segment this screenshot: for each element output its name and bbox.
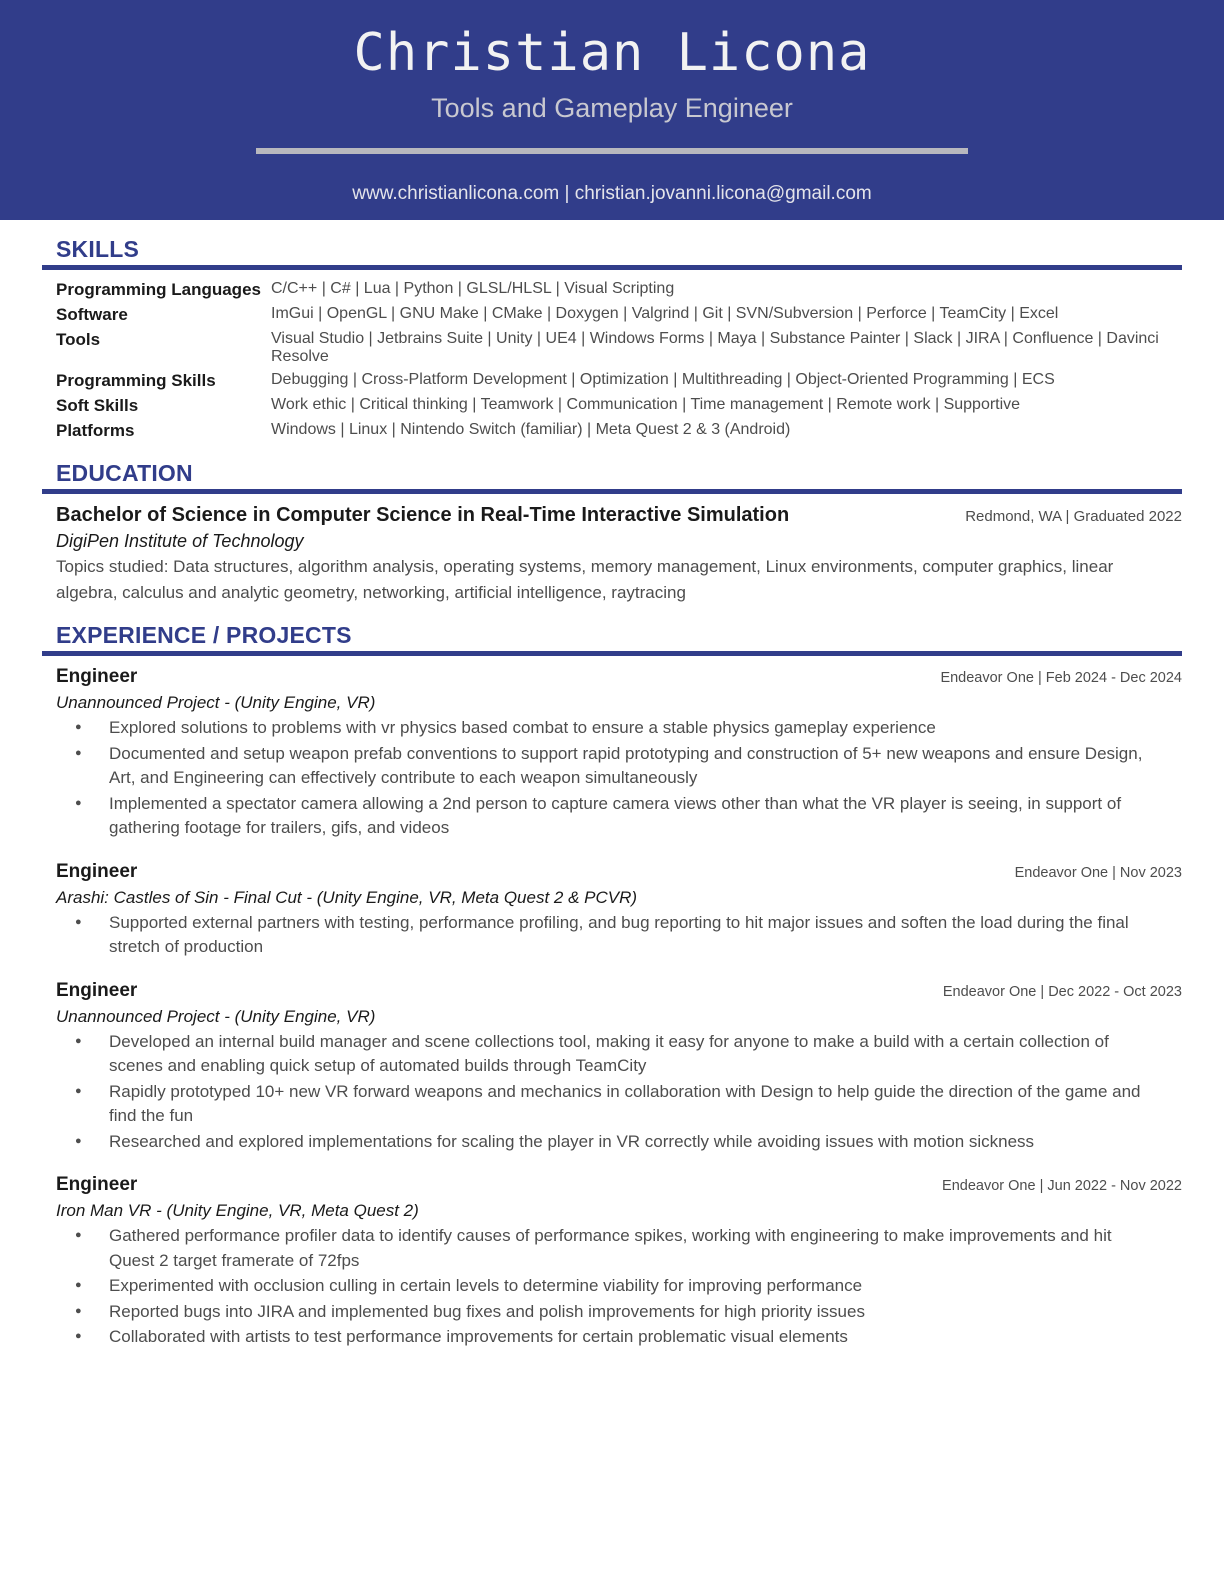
- experience-entry: [56, 1172, 1182, 1350]
- experience-bullets: [56, 1224, 1182, 1350]
- resume-header-banner: [0, 0, 1224, 220]
- skill-value: Work ethic | Critical thinking | Teamwork | Communication | Time management | Remote work | Supportive: [271, 396, 1021, 413]
- skill-label: Platforms: [56, 421, 135, 440]
- experience-header-row: [56, 1172, 1182, 1198]
- experience-role: Engineer: [56, 860, 138, 882]
- section-title-skills: SKILLS: [56, 236, 139, 262]
- table-row: [56, 369, 1196, 394]
- education-degree: Bachelor of Science in Computer Science in Real-Time Interactive Simulation: [56, 504, 790, 526]
- education-meta: Redmond, WA | Graduated 2022: [965, 508, 1182, 525]
- skill-value: ImGui | OpenGL | GNU Make | CMake | Doxygen | Valgrind | Git | SVN/Subversion | Perforce | TeamCity | Excel: [271, 305, 1059, 322]
- skills-table: [56, 278, 1196, 444]
- experience-bullets: [56, 716, 1182, 841]
- experience-role: Engineer: [56, 666, 138, 687]
- list-item: ● Supported external partners with testing, performance profiling, and bug reporting to hit major issues and soften the load during the final stretch of production: [56, 911, 1154, 960]
- list-item: ● Developed an internal build manager and scene collections tool, making it easy for anyone to make a build with a certain collection of scenes and enabling quick setup of automated builds through TeamCity: [56, 1030, 1154, 1079]
- education-topics: Topics studied: Data structures, algorithm analysis, operating systems, memory management, Linux environments, computer graphics, linear algebra, calculus and analytic geometry, networking, artificial intelligence, raytracing: [56, 557, 1114, 602]
- list-item: ● Implemented a spectator camera allowing a 2nd person to capture camera views other than what the VR player is seeing, in support of gathering footage for trailers, gifs, and videos: [56, 792, 1154, 841]
- education-school: DigiPen Institute of Technology: [56, 531, 304, 551]
- skill-value: Visual Studio | Jetbrains Suite | Unity | UE4 | Windows Forms | Maya | Substance Painter | Slack | JIRA | Confluence | Davinci Resolve: [271, 330, 1159, 365]
- section-rule-experience: [42, 651, 1182, 656]
- skill-label: Programming Languages: [56, 280, 261, 299]
- experience-meta: Endeavor One | Jun 2022 - Nov 2022: [942, 1178, 1182, 1194]
- experience-header-row: [56, 859, 1182, 885]
- experience-bullets: [56, 911, 1182, 960]
- section-experience: [42, 606, 1182, 1350]
- experience-role: Engineer: [56, 1174, 138, 1195]
- skill-value: Windows | Linux | Nintendo Switch (familiar) | Meta Quest 2 & 3 (Android): [271, 421, 791, 438]
- list-item: ● Reported bugs into JIRA and implemented bug fixes and polish improvements for high priority issues: [56, 1300, 1154, 1325]
- experience-entry: [56, 664, 1182, 841]
- education-entry: [56, 502, 1182, 606]
- section-skills: [42, 220, 1182, 444]
- experience-project: Unannounced Project - (Unity Engine, VR): [56, 693, 376, 712]
- list-item: ● Explored solutions to problems with vr physics based combat to ensure a stable physics gameplay experience: [56, 716, 1154, 741]
- skill-label: Software: [56, 305, 128, 324]
- experience-project: Iron Man VR - (Unity Engine, VR, Meta Quest 2): [56, 1201, 419, 1220]
- skill-label: Soft Skills: [56, 396, 139, 415]
- table-row: [56, 394, 1196, 419]
- contact-line[interactable]: www.christianlicona.com | christian.jovanni.licona@gmail.com: [352, 183, 872, 204]
- section-title-experience: EXPERIENCE / PROJECTS: [56, 622, 352, 648]
- list-item: ● Gathered performance profiler data to identify causes of performance spikes, working with engineering to make improvements and hit Quest 2 target framerate of 72fps: [56, 1224, 1154, 1273]
- list-item: ● Researched and explored implementations for scaling the player in VR correctly while avoiding issues with motion sickness: [56, 1130, 1154, 1155]
- experience-entry: [56, 859, 1182, 960]
- education-header-row: [56, 502, 1182, 528]
- candidate-name: Christian Licona: [353, 23, 871, 83]
- experience-header-row: [56, 664, 1182, 690]
- experience-project: Unannounced Project - (Unity Engine, VR): [56, 1006, 376, 1026]
- experience-header-row: [56, 978, 1182, 1004]
- experience-project: Arashi: Castles of Sin - Final Cut - (Unity Engine, VR, Meta Quest 2 & PCVR): [56, 887, 638, 907]
- table-row: [56, 419, 1196, 444]
- skill-value: C/C++ | C# | Lua | Python | GLSL/HLSL | Visual Scripting: [271, 280, 675, 297]
- section-rule-education: [42, 489, 1182, 494]
- section-rule-skills: [42, 265, 1182, 270]
- experience-entry: [56, 978, 1182, 1155]
- table-row: [56, 303, 1196, 328]
- list-item: ● Collaborated with artists to test performance improvements for certain problematic visual elements: [56, 1325, 1154, 1350]
- section-title-education: EDUCATION: [56, 460, 193, 486]
- skill-label: Tools: [56, 330, 101, 349]
- section-education: [42, 444, 1182, 606]
- experience-meta: Endeavor One | Feb 2024 - Dec 2024: [940, 670, 1182, 686]
- experience-meta: Endeavor One | Dec 2022 - Oct 2023: [942, 983, 1182, 1000]
- experience-bullets: [56, 1030, 1182, 1155]
- candidate-title: Tools and Gameplay Engineer: [431, 93, 793, 123]
- list-item: ● Documented and setup weapon prefab conventions to support rapid prototyping and construction of 5+ new weapons and ensure Design, Art, and Engineering can effectively contribute to each weapon simultaneously: [56, 742, 1154, 791]
- skill-label: Programming Skills: [56, 371, 216, 390]
- resume-body: [0, 220, 1224, 1350]
- table-row: [56, 278, 1196, 303]
- table-row: [56, 328, 1196, 369]
- list-item: ● Experimented with occlusion culling in certain levels to determine viability for improving performance: [56, 1274, 1154, 1299]
- header-divider: [256, 148, 968, 154]
- experience-meta: Endeavor One | Nov 2023: [1014, 864, 1182, 881]
- list-item: ● Rapidly prototyped 10+ new VR forward weapons and mechanics in collaboration with Design to help guide the direction of the game and find the fun: [56, 1080, 1154, 1129]
- skill-value: Debugging | Cross-Platform Development | Optimization | Multithreading | Object-Oriented Programming | ECS: [271, 371, 1055, 388]
- experience-role: Engineer: [56, 979, 138, 1001]
